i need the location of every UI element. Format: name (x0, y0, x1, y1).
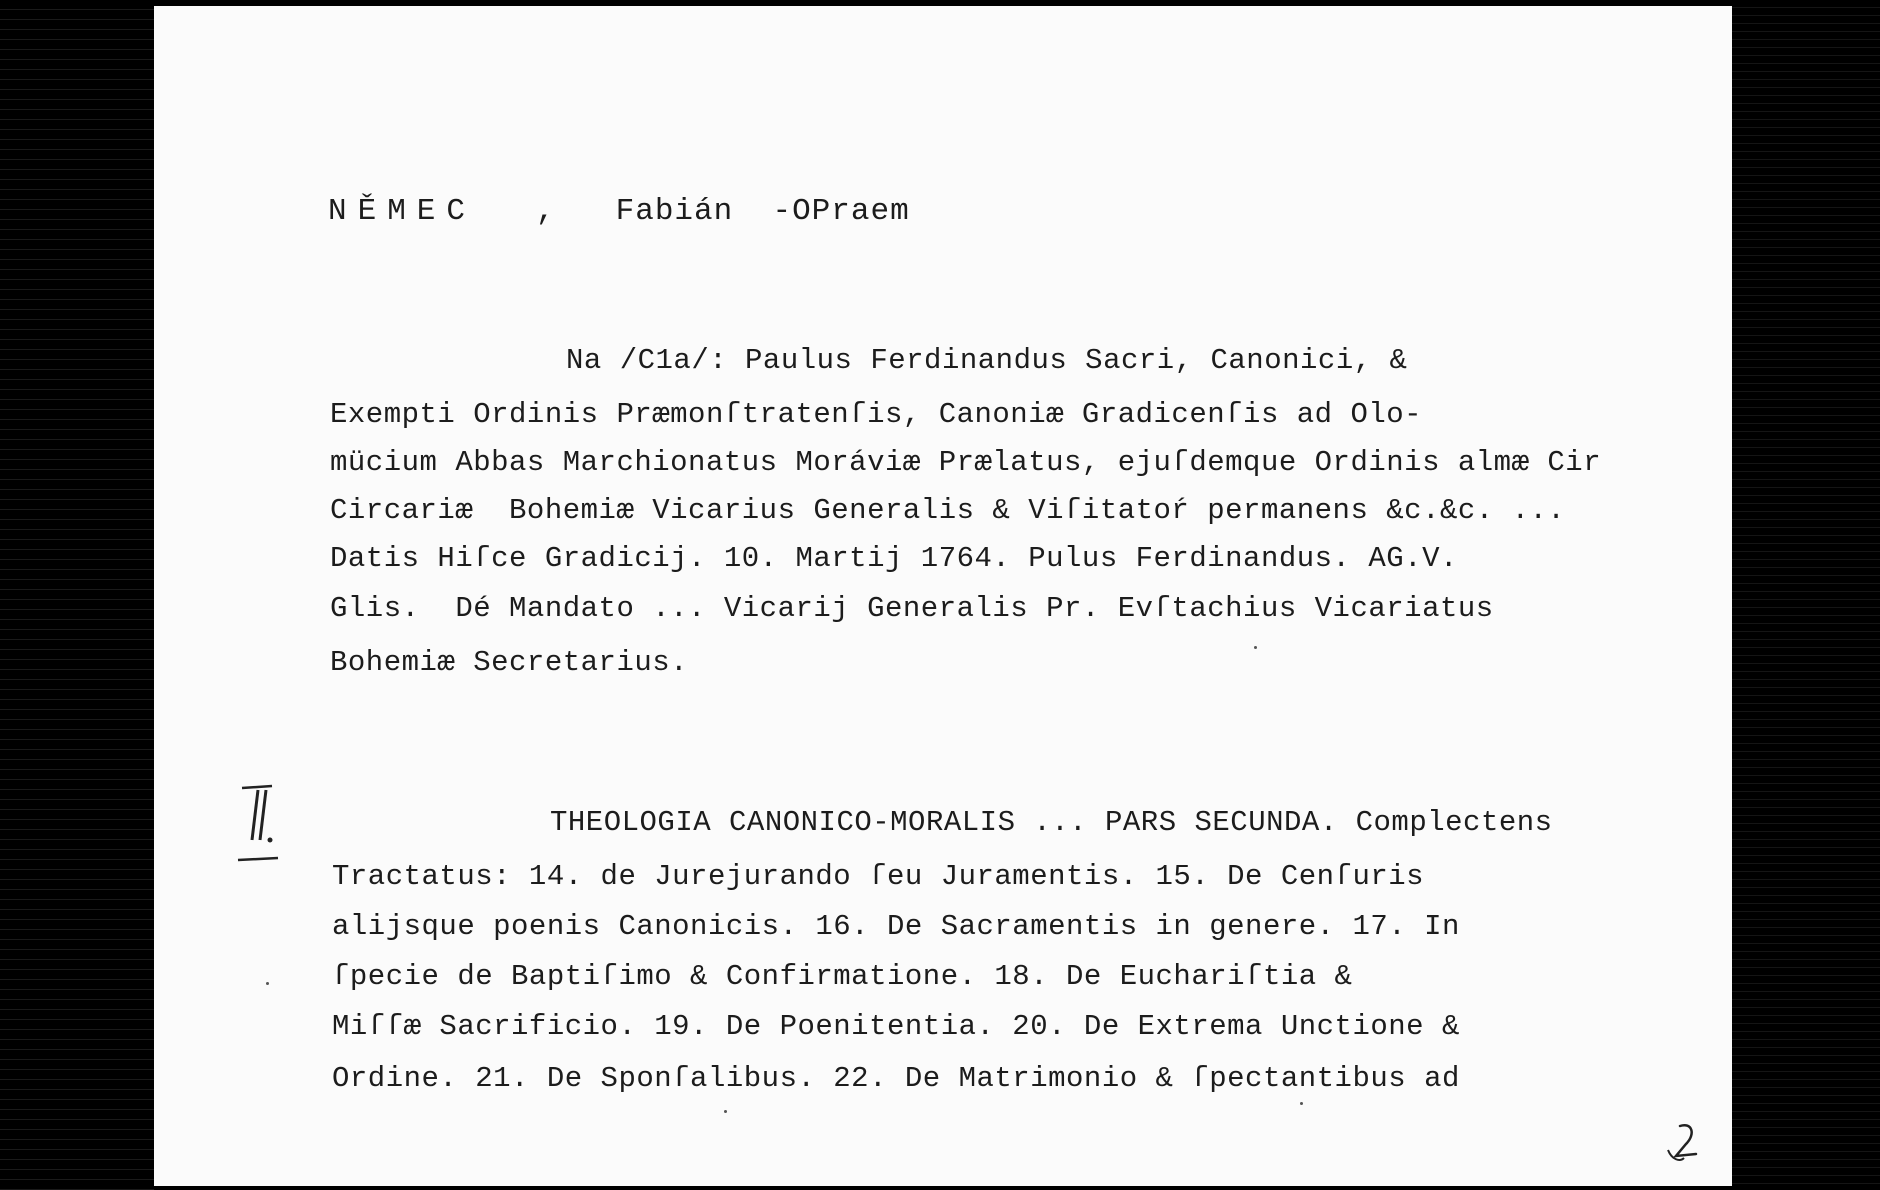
author-surname: NĚMEC (328, 194, 477, 229)
entry-one-line: Bohemiæ Secretarius. (330, 646, 689, 679)
heading-separator: , (536, 194, 556, 229)
entry-two-line: Miſſæ Sacrificio. 19. De Poenitentia. 20. De Extrema Unctione & (332, 1010, 1460, 1043)
paper-speck (1254, 646, 1257, 649)
roman-numeral-two-icon (236, 778, 282, 868)
paper-speck (266, 982, 269, 985)
paper-speck (724, 1110, 727, 1113)
entry-one-line: Circariæ Bohemiæ Vicarius Generalis & Viſitatoŕ permanens &c.&c. ... (330, 494, 1566, 527)
scan-border-right (1732, 0, 1880, 1190)
handwritten-roman-numeral-mark (236, 778, 282, 868)
entry-two-line: ſpecie de Baptiſimo & Confirmatione. 18. De Euchariſtia & (332, 960, 1353, 993)
entry-one-line: Glis. Dé Mandato ... Vicarij Generalis Pr. Evſtachius Vicariatus (330, 592, 1494, 625)
handwritten-page-number (1666, 1120, 1706, 1164)
author-given-name: Fabián (615, 194, 734, 229)
page-number-glyph-icon (1666, 1120, 1706, 1164)
entry-two-line: Ordine. 21. De Sponſalibus. 22. De Matrimonio & ſpectantibus ad (332, 1062, 1460, 1095)
entry-one-line: Datis Hiſce Gradicij. 10. Martij 1764. Pulus Ferdinandus. AG.V. (330, 542, 1458, 575)
entry-one-line: mücium Abbas Marchionatus Moráviæ Prælatus, ejuſdemque Ordinis almæ Cir (330, 446, 1602, 479)
catalog-card (154, 6, 1732, 1186)
scan-border-left (0, 0, 154, 1190)
paper-speck (1300, 1102, 1303, 1105)
card-heading (328, 194, 910, 229)
entry-two-line: alijsque poenis Canonicis. 16. De Sacramentis in genere. 17. In (332, 910, 1460, 943)
entry-one-line: Na /C1a/: Paulus Ferdinandus Sacri, Canonici, & (566, 344, 1408, 377)
entry-two-line: THEOLOGIA CANONICO-MORALIS ... PARS SECUNDA. Complectens (550, 806, 1553, 839)
entry-two-line: Tractatus: 14. de Jurejurando ſeu Juramentis. 15. De Cenſuris (332, 860, 1425, 893)
entry-one-line: Exempti Ordinis Præmonſtratenſis, Canoniæ Gradicenſis ad Olo- (330, 398, 1423, 431)
author-order: -OPraem (772, 194, 910, 229)
